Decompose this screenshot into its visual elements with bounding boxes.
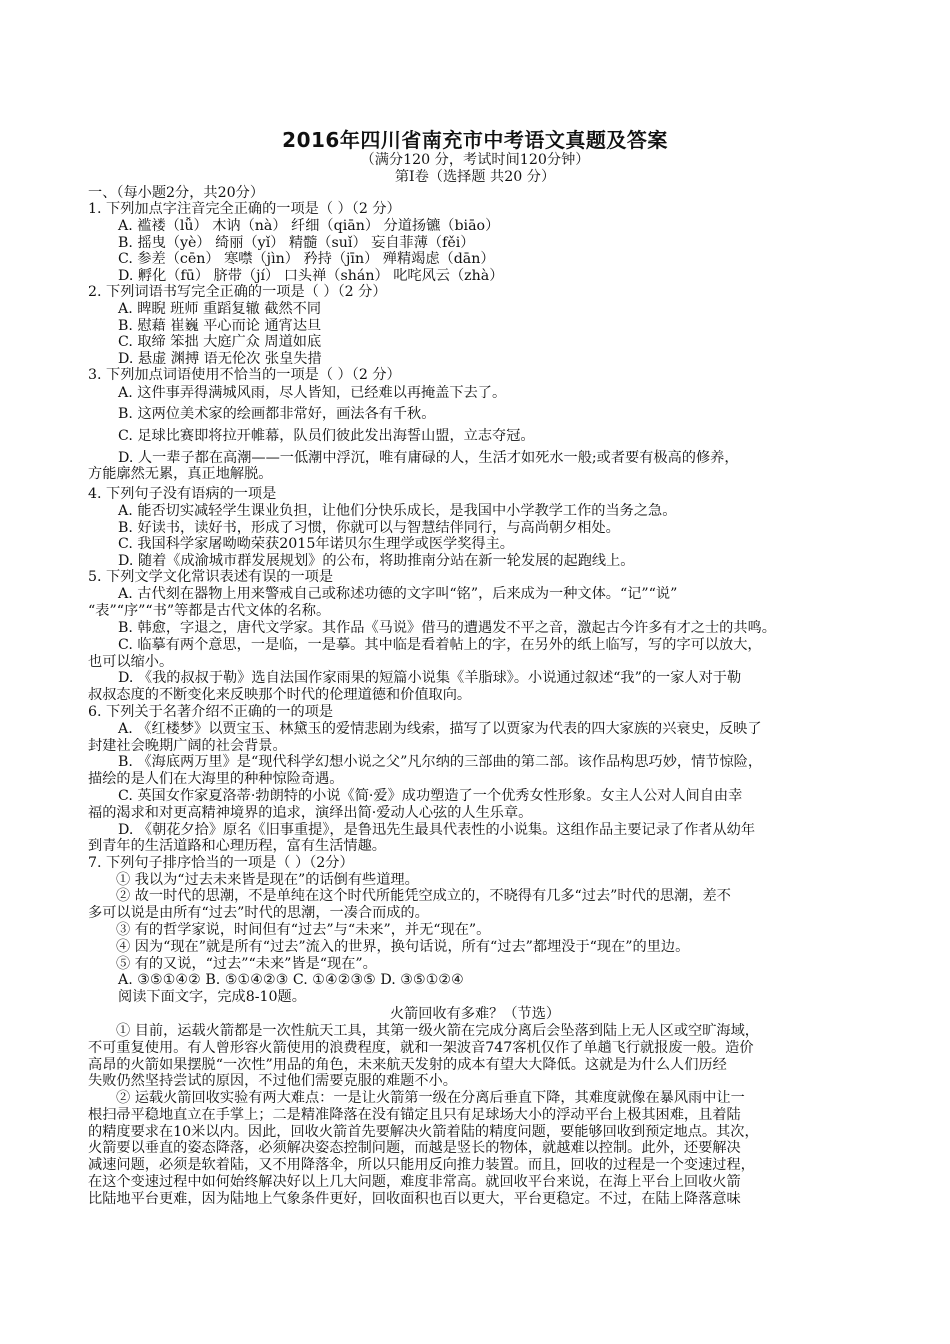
question-4-option-d: D. 随着《成渝城市群发展规划》的公布，将助推南分站在新一轮发展的起跑线上。 (118, 553, 635, 569)
question-7-sentence-3: ③ 有的哲学家说，时间但有“过去”与“未来”，并无“现在”。 (116, 922, 491, 938)
reading-title: 火箭回收有多难？（节选） (389, 1006, 561, 1022)
question-1-option-a: A. 褴褛（lǚ） 木讷（nà） 纤细（qiān） 分道扬镳（biāo） (118, 218, 500, 234)
question-3-stem: 3. 下列加点词语使用不恰当的一项是（ ）（2 分） (88, 367, 401, 383)
reading-paragraph-1-line: 高昂的火箭如果摆脱“一次性”用品的角色，未来航天发射的成本有望大大降低。这就是为什么人们历经 (88, 1057, 727, 1073)
question-3-option-d-line1: D. 人一辈子都在高潮——一低潮中浮沉，唯有庸碌的人，生活才如死水一般;或者要有极高的修养， (118, 450, 739, 466)
question-2-option-c: C. 取缔 笨拙 大庭广众 周道如底 (118, 334, 322, 350)
question-1-option-b: B. 摇曳（yè） 绮丽（yǐ） 精髓（suǐ） 妄自菲薄（fěi） (118, 235, 475, 251)
question-6-option-a-line2: 封建社会晚期广阔的社会背景。 (88, 738, 287, 754)
question-2-option-d: D. 悬虚 渊搏 语无伦次 张皇失措 (118, 351, 322, 367)
document-title: 2016年四川省南充市中考语文真题及答案 (282, 128, 668, 152)
question-7-stem: 7. 下列句子排序恰当的一项是（ ）（2分） (88, 855, 354, 871)
question-6-option-c-line1: C. 英国女作家夏洛蒂·勃朗特的小说《简·爱》成功塑造了一个优秀女性形象。女主人公对人间自由幸 (118, 788, 743, 804)
question-7-sentence-4: ④ 因为“现在”就是所有“过去”流入的世界，换句话说，所有“过去”都埋没于“现在”的里边。 (116, 939, 690, 955)
question-5-option-d-line1: D. 《我的叔叔于勒》选自法国作家雨果的短篇小说集《羊脂球》。小说通过叙述“我”的一家人对于勒 (118, 670, 742, 686)
question-3-option-a: A. 这件事弄得满城风雨，尽人皆知，已经难以再掩盖下去了。 (118, 385, 507, 401)
question-7-sentence-5: ⑤ 有的又说，“过去”“未来”皆是“现在”。 (116, 956, 377, 972)
question-7-sentence-2-line1: ② 故一时代的思潮，不是单纯在这个时代所能凭空成立的，不晓得有几多“过去”时代的思潮，差不 (116, 888, 731, 904)
question-1-option-c: C. 参差（cēn） 寒噤（jìn） 矜持（jīn） 殚精竭虑（dān） (118, 251, 495, 267)
reading-paragraph-2-line: 根扫帚平稳地直立在手掌上；二是精准降落在没有锚定且只有足球场大小的浮动平台上极其困难，且着陆 (88, 1107, 741, 1123)
question-3-option-d-line2: 方能廓然无累，真正地解脱。 (88, 466, 273, 482)
question-6-option-b-line2: 描绘的是人们在大海里的种种惊险奇遇。 (88, 771, 344, 787)
question-1-option-d: D. 孵化（fū） 脐带（jí） 口头禅（shán） 叱咤风云（zhà） (118, 268, 504, 284)
reading-intro: 阅读下面文字，完成8-10题。 (118, 989, 306, 1005)
question-1-stem: 1. 下列加点字注音完全正确的一项是（ ）（2 分） (88, 201, 401, 217)
question-5-option-c-line1: C. 临摹有两个意思，一是临，一是摹。其中临是看着帖上的字，在另外的纸上临写，写的字可以放大， (118, 637, 762, 653)
reading-paragraph-2-line: 的精度要求在10米以内。因此，回收火箭首先要解决火箭着陆的精度问题，要能够回收到预定地点。其次， (88, 1124, 759, 1140)
question-5-option-d-line2: 叔叔态度的不断变化来反映那个时代的伦理道德和价值取向。 (88, 687, 472, 703)
question-7-options: A. ③⑤①④② B. ⑤①④②③ C. ①④②③⑤ D. ③⑤①②④ (118, 972, 464, 988)
reading-paragraph-1-line: ① 目前，运载火箭都是一次性航天工具，其第一级火箭在完成分离后会坠落到陆上无人区或空旷海域， (116, 1023, 759, 1039)
reading-paragraph-2-line: 火箭要以垂直的姿态降落，必须解决姿态控制问题，而越是竖长的物体，就越难以控制。此外，还要解决 (88, 1140, 741, 1156)
question-4-stem: 4. 下列句子没有语病的一项是 (88, 486, 277, 502)
question-6-option-d-line1: D. 《朝花夕拾》原名《旧事重提》，是鲁迅先生最具代表性的小说集。这组作品主要记录了作者从幼年 (118, 822, 756, 838)
question-5-stem: 5. 下列文学文化常识表述有误的一项是 (88, 569, 334, 585)
question-2-stem: 2. 下列词语书写完全正确的一项是（ ）（2 分） (88, 284, 387, 300)
section-heading: 一、（每小题2分，共20分） (88, 185, 265, 201)
question-6-option-c-line2: 福的渴求和对更高精神境界的追求，演绎出简·爱动人心弦的人生乐章。 (88, 805, 533, 821)
reading-paragraph-2-line: ② 运载火箭回收实验有两大难点：一是让火箭第一级在分离后垂直下降，其难度就像在暴风雨中让一 (116, 1090, 745, 1106)
question-6-option-a-line1: A. 《红楼梦》以贾宝玉、林黛玉的爱情悲剧为线索，描写了以贾家为代表的四大家族的兴衰史，反映了 (118, 721, 762, 737)
reading-paragraph-1-line: 失败仍然坚持尝试的原因，不过他们需要克服的难题不小。 (88, 1073, 457, 1089)
question-6-stem: 6. 下列关于名著介绍不正确的一的项是 (88, 704, 334, 720)
question-6-option-b-line1: B. 《海底两万里》是“现代科学幻想小说之父”凡尔纳的三部曲的第二部。该作品构思巧妙，情节惊险， (118, 754, 763, 770)
reading-paragraph-2-line: 比陆地平台更难，因为陆地上气象条件更好，回收面积也百以更大，平台更稳定。不过，在陆上降落意味 (88, 1191, 741, 1207)
question-4-option-a: A. 能否切实减轻学生课业负担，让他们分快乐成长，是我国中小学教学工作的当务之急。 (118, 503, 677, 519)
part-title: 第Ⅰ卷（选择题 共20 分） (394, 169, 556, 185)
question-5-option-b: B. 韩愈，字退之，唐代文学家。其作品《马说》借马的遭遇发不平之音，激起古今许多有才之士的共鸣。 (118, 620, 776, 636)
question-7-sentence-1: ① 我以为“过去未来皆是现在”的话倒有些道理。 (116, 872, 419, 888)
question-7-sentence-2-line2: 多可以说是由所有“过去”时代的思潮，一凑合而成的。 (88, 905, 429, 921)
reading-paragraph-2-line: 在这个变速过程中如何始终解决好以上几大问题，难度非常高。就回收平台来说，在海上平台上回收火箭 (88, 1174, 741, 1190)
exam-subtitle: （满分120 分，考试时间120分钟） (360, 152, 590, 168)
reading-paragraph-1-line: 不可重复使用。有人曾形容火箭使用的浪费程度，就和一架波音747客机仅作了单趟飞行就报废一般。造价 (88, 1040, 754, 1056)
question-5-option-a-line2: “表”“序”“书”等都是古代文体的名称。 (88, 603, 331, 619)
question-3-option-b: B. 这两位美术家的绘画都非常好，画法各有千秋。 (118, 406, 436, 422)
question-4-option-b: B. 好读书，读好书，形成了习惯，你就可以与智慧结伴同行，与高尚朝夕相处。 (118, 520, 620, 536)
question-5-option-a-line1: A. 古代刻在器物上用来警戒自己或称述功德的文字叫“铭”，后来成为一种文体。“记”“说” (118, 586, 678, 602)
question-4-option-c: C. 我国科学家屠呦呦荣获2015年诺贝尔生理学或医学奖得主。 (118, 536, 514, 552)
question-6-option-d-line2: 到青年的生活道路和心理历程，富有生活情趣。 (88, 838, 386, 854)
question-2-option-b: B. 慰藉 崔巍 平心而论 通宵达旦 (118, 318, 322, 334)
question-5-option-c-line2: 也可以缩小。 (88, 654, 174, 670)
question-2-option-a: A. 睥睨 班师 重蹈复辙 截然不同 (118, 301, 322, 317)
reading-paragraph-2-line: 减速问题，必须是软着陆，又不用降落伞，所以只能用反向推力装置。而且，回收的过程是一个变速过程， (88, 1157, 755, 1173)
question-3-option-c: C. 足球比赛即将拉开帷幕，队员们彼此发出海誓山盟，立志夺冠。 (118, 428, 535, 444)
